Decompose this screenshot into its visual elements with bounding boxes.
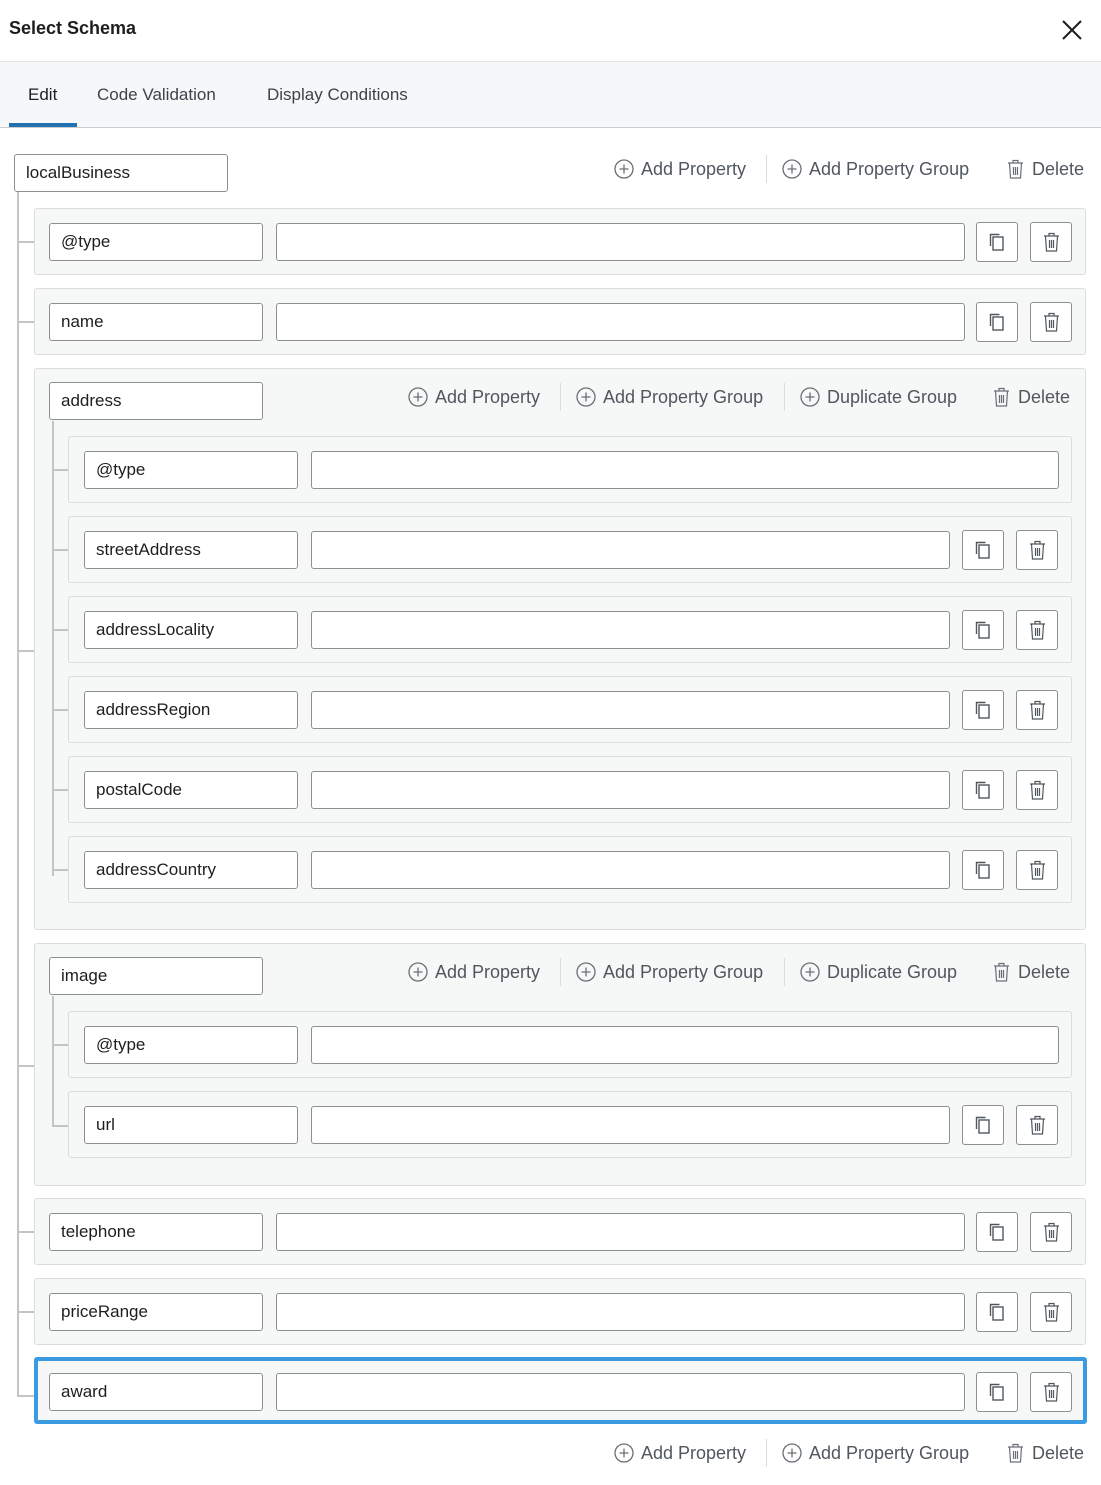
duplicate-group-label: Duplicate Group	[827, 386, 958, 407]
copy-icon	[973, 1114, 993, 1136]
delete-property-button[interactable]	[1016, 610, 1058, 650]
delete-label: Delete	[1018, 386, 1071, 407]
add-property-group-label: Add Property Group	[809, 158, 970, 179]
property-key-field[interactable]: addressRegion	[84, 691, 298, 729]
property-value-field[interactable]	[276, 303, 965, 341]
bottom-add-property-group-button[interactable]	[782, 1440, 969, 1466]
bottom-add-property-button[interactable]	[614, 1440, 746, 1466]
property-value-field[interactable]	[311, 771, 950, 809]
property-value-field[interactable]	[311, 1106, 950, 1144]
delete-label: Delete	[1032, 158, 1085, 179]
tree-branch	[17, 1065, 34, 1067]
duplicate-button[interactable]	[976, 1292, 1018, 1332]
dialog-title: Select Schema	[9, 18, 137, 38]
root-add-property-button[interactable]	[614, 156, 746, 182]
duplicate-button[interactable]	[962, 530, 1004, 570]
delete-property-button[interactable]	[1016, 770, 1058, 810]
bottom-delete-button[interactable]	[1006, 1440, 1084, 1466]
property-key-field[interactable]: @type	[49, 223, 263, 261]
tree-branch	[52, 709, 68, 711]
copy-icon	[987, 1381, 1007, 1403]
group-duplicate-button[interactable]	[800, 384, 957, 410]
trash-icon	[1042, 1221, 1061, 1243]
root-group-name-field[interactable]: localBusiness	[14, 154, 228, 192]
property-key-field[interactable]: @type	[84, 451, 298, 489]
plus-circle-icon	[800, 387, 820, 407]
add-property-label: Add Property	[435, 386, 541, 407]
action-separator	[784, 383, 785, 411]
copy-icon	[973, 539, 993, 561]
property-value-field[interactable]	[276, 223, 965, 261]
tree-branch	[52, 1125, 68, 1127]
tree-branch	[52, 789, 68, 791]
tree-branch	[17, 1231, 34, 1233]
group-delete-button[interactable]	[992, 959, 1070, 985]
trash-icon	[1028, 619, 1047, 641]
tree-branch	[17, 1395, 34, 1397]
delete-label: Delete	[1018, 961, 1071, 982]
dialog-header	[0, 0, 1101, 62]
property-key-field[interactable]: telephone	[49, 1213, 263, 1251]
duplicate-button[interactable]	[976, 1212, 1018, 1252]
delete-property-button[interactable]	[1016, 530, 1058, 570]
group-duplicate-button[interactable]	[800, 959, 957, 985]
trash-icon	[1028, 539, 1047, 561]
delete-property-button[interactable]	[1030, 1292, 1072, 1332]
group-name-field[interactable]: image	[49, 957, 263, 995]
add-property-group-label: Add Property Group	[809, 1442, 970, 1463]
action-separator	[560, 958, 561, 986]
copy-icon	[973, 779, 993, 801]
action-separator	[766, 155, 767, 183]
plus-circle-icon	[408, 962, 428, 982]
duplicate-button[interactable]	[962, 770, 1004, 810]
plus-circle-icon	[782, 1443, 802, 1463]
property-value-field[interactable]	[311, 611, 950, 649]
tree-branch	[52, 549, 68, 551]
property-key-field[interactable]: addressCountry	[84, 851, 298, 889]
action-separator	[784, 958, 785, 986]
duplicate-button[interactable]	[962, 1105, 1004, 1145]
plus-circle-icon	[576, 387, 596, 407]
property-key-field[interactable]: name	[49, 303, 263, 341]
property-value-field[interactable]	[311, 1026, 1059, 1064]
trash-icon	[1028, 859, 1047, 881]
trash-icon	[1028, 1114, 1047, 1136]
property-key-field[interactable]: streetAddress	[84, 531, 298, 569]
duplicate-button[interactable]	[976, 222, 1018, 262]
trash-icon	[1028, 699, 1047, 721]
trash-icon	[992, 386, 1011, 408]
tab-code-validation[interactable]: Code Validation	[97, 85, 216, 104]
plus-circle-icon	[614, 159, 634, 179]
tree-branch	[52, 1044, 68, 1046]
copy-icon	[987, 311, 1007, 333]
plus-circle-icon	[408, 387, 428, 407]
plus-circle-icon	[576, 962, 596, 982]
tree-branch	[52, 629, 68, 631]
plus-circle-icon	[614, 1443, 634, 1463]
delete-property-button[interactable]	[1016, 850, 1058, 890]
action-separator	[766, 1439, 767, 1467]
property-key-field[interactable]: award	[49, 1373, 263, 1411]
tab-bar	[0, 62, 1101, 128]
tree-branch	[17, 650, 34, 652]
copy-icon	[973, 859, 993, 881]
add-property-label: Add Property	[641, 1442, 747, 1463]
group-add-property-group-button[interactable]	[576, 384, 763, 410]
plus-circle-icon	[800, 962, 820, 982]
close-button[interactable]	[1058, 16, 1086, 44]
property-value-field[interactable]	[311, 851, 950, 889]
active-tab-indicator	[9, 123, 77, 127]
group-add-property-group-button[interactable]	[576, 959, 763, 985]
property-value-field[interactable]	[311, 531, 950, 569]
duplicate-button[interactable]	[976, 302, 1018, 342]
tree-branch	[52, 869, 68, 871]
tree-branch	[17, 1311, 34, 1313]
property-value-field[interactable]	[276, 1213, 965, 1251]
trash-icon	[1006, 158, 1025, 180]
property-value-field[interactable]	[311, 691, 950, 729]
duplicate-button[interactable]	[962, 850, 1004, 890]
duplicate-button[interactable]	[962, 610, 1004, 650]
delete-property-button[interactable]	[1030, 222, 1072, 262]
root-delete-button[interactable]	[1006, 156, 1084, 182]
property-value-field[interactable]	[276, 1293, 965, 1331]
group-name-field[interactable]: address	[49, 382, 263, 420]
group-add-property-button[interactable]	[408, 959, 540, 985]
add-property-group-label: Add Property Group	[603, 961, 764, 982]
group-tree-line	[52, 421, 54, 876]
root-add-property-group-button[interactable]	[782, 156, 969, 182]
delete-property-button[interactable]	[1030, 1372, 1072, 1412]
group-tree-line	[52, 996, 54, 1127]
delete-property-button[interactable]	[1030, 1212, 1072, 1252]
group-delete-button[interactable]	[992, 384, 1070, 410]
property-value-field[interactable]	[276, 1373, 965, 1411]
duplicate-button[interactable]	[976, 1372, 1018, 1412]
tree-branch	[17, 321, 34, 323]
property-key-field[interactable]: url	[84, 1106, 298, 1144]
copy-icon	[973, 699, 993, 721]
property-key-field[interactable]: priceRange	[49, 1293, 263, 1331]
delete-property-button[interactable]	[1016, 1105, 1058, 1145]
tab-display-conditions[interactable]: Display Conditions	[267, 85, 408, 104]
tree-branch	[52, 469, 68, 471]
root-tree-line	[17, 192, 19, 1397]
add-property-group-label: Add Property Group	[603, 386, 764, 407]
tree-branch	[17, 241, 34, 243]
duplicate-group-label: Duplicate Group	[827, 961, 958, 982]
plus-circle-icon	[782, 159, 802, 179]
add-property-label: Add Property	[435, 961, 541, 982]
copy-icon	[987, 1221, 1007, 1243]
delete-property-button[interactable]	[1016, 690, 1058, 730]
trash-icon	[1042, 1301, 1061, 1323]
delete-property-button[interactable]	[1030, 302, 1072, 342]
property-key-field[interactable]: postalCode	[84, 771, 298, 809]
action-separator	[560, 383, 561, 411]
copy-icon	[987, 1301, 1007, 1323]
group-add-property-button[interactable]	[408, 384, 540, 410]
close-icon	[1058, 16, 1086, 44]
add-property-label: Add Property	[641, 158, 747, 179]
property-key-field[interactable]: addressLocality	[84, 611, 298, 649]
trash-icon	[1006, 1442, 1025, 1464]
trash-icon	[1042, 231, 1061, 253]
trash-icon	[1028, 779, 1047, 801]
tab-edit[interactable]: Edit	[28, 85, 58, 104]
property-value-field[interactable]	[311, 451, 1059, 489]
copy-icon	[973, 619, 993, 641]
property-key-field[interactable]: @type	[84, 1026, 298, 1064]
trash-icon	[1042, 1381, 1061, 1403]
trash-icon	[1042, 311, 1061, 333]
delete-label: Delete	[1032, 1442, 1085, 1463]
trash-icon	[992, 961, 1011, 983]
copy-icon	[987, 231, 1007, 253]
duplicate-button[interactable]	[962, 690, 1004, 730]
